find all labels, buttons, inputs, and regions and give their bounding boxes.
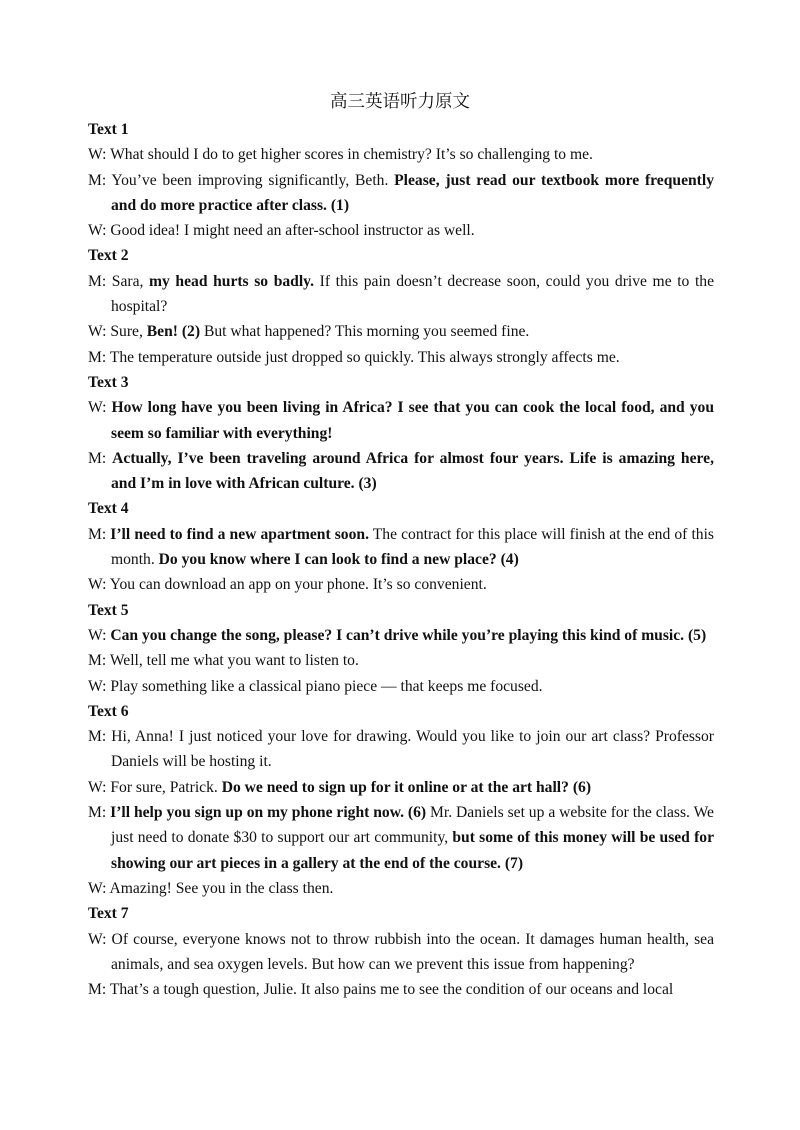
dialogue-line: [88, 648, 714, 673]
dialogue-text: W: Good idea! I might need an after-school instructor as well.: [88, 222, 475, 240]
dialogue-text: M: Hi, Anna! I just noticed your love for drawing. Would you like to join our art class? Professor Daniels will be hosting it.: [88, 728, 714, 771]
section-heading: Text 6: [88, 702, 129, 720]
section-heading: Text 2: [88, 247, 129, 265]
dialogue-text: W: Play something like a classical piano piece — that keeps me focused.: [88, 677, 543, 695]
dialogue-text: W:: [88, 399, 112, 417]
dialogue-text: W: What should I do to get higher scores in chemistry? It’s so challenging to me.: [88, 146, 593, 164]
dialogue-text: M:: [88, 804, 111, 822]
dialogue-text: If this pain doesn’t decrease soon, could you drive me to the hospital?: [111, 272, 715, 316]
answer-highlight: but some of this money will be used for showing our art pieces in a gallery at the end of the course. (7): [111, 829, 714, 872]
dialogue-text: M: That’s a tough question, Julie. It also pains me to see the condition of our oceans and local: [88, 981, 674, 999]
answer-highlight: Actually, I’ve been traveling around Africa for almost four years. Life is amazing here, and I’m in love with African culture. (3): [111, 449, 714, 493]
dialogue-text: W: Amazing! See you in the class then.: [88, 879, 334, 897]
dialogue-text: Mr. Daniels set up a website for the class. We just need to donate $30 to support our art community,: [111, 804, 714, 847]
dialogue-line: [88, 218, 714, 243]
dialogue-text: W: Sure,: [88, 323, 147, 341]
dialogue-line: [88, 674, 714, 699]
dialogue-line: [88, 876, 714, 901]
dialogue-text: W: For sure, Patrick.: [88, 778, 222, 796]
dialogue-line: [88, 345, 714, 370]
section-heading: Text 7: [88, 905, 129, 923]
answer-highlight: my head hurts so badly.: [149, 272, 315, 290]
dialogue-text: M: Sara,: [88, 272, 150, 290]
dialogue-line: [88, 446, 714, 497]
dialogue-line: [88, 977, 714, 1002]
dialogue-text: M: You’ve been improving significantly, Beth.: [88, 171, 395, 189]
dialogue-line: [88, 522, 714, 573]
answer-highlight: Can you change the song, please? I can’t drive while you’re playing this kind of music. (5): [110, 626, 707, 644]
page-title: 高三英语听力原文: [330, 92, 470, 112]
answer-highlight: Ben! (2): [146, 323, 201, 341]
dialogue-line: [88, 623, 714, 648]
dialogue-line: [88, 395, 714, 446]
dialogue-text: The contract for this place will finish at the end of this month.: [111, 525, 714, 569]
answer-highlight: How long have you been living in Africa? I see that you can cook the local food, and you seem so familiar with everything!: [111, 399, 714, 442]
answer-highlight: Do we need to sign up for it online or at the art hall? (6): [221, 778, 592, 796]
dialogue-line: [88, 775, 714, 800]
answer-highlight: I’ll help you sign up on my phone right now. (6): [110, 804, 427, 822]
dialogue-text: M: Well, tell me what you want to listen to.: [88, 652, 359, 670]
answer-highlight: I’ll need to find a new apartment soon.: [110, 525, 369, 543]
dialogue-line: [88, 269, 714, 320]
section-heading: Text 4: [88, 500, 129, 518]
section-heading: Text 5: [88, 601, 129, 619]
dialogue-line: [88, 800, 714, 876]
answer-highlight: Please, just read our textbook more frequently and do more practice after class. (1): [111, 171, 714, 214]
answer-highlight: Do you know where I can look to find a new place? (4): [158, 551, 519, 569]
dialogue-line: [88, 927, 714, 978]
dialogue-line: [88, 319, 714, 344]
section-heading: Text 1: [88, 121, 129, 138]
transcript-body: [88, 117, 714, 1002]
dialogue-text: But what happened? This morning you seemed fine.: [200, 323, 530, 341]
dialogue-text: W: You can download an app on your phone. It’s so convenient.: [88, 576, 487, 594]
dialogue-line: [88, 168, 714, 219]
section-heading: Text 3: [88, 373, 129, 391]
dialogue-line: [88, 142, 714, 167]
dialogue-text: M: The temperature outside just dropped so quickly. This always strongly affects me.: [88, 348, 620, 366]
dialogue-text: W: Of course, everyone knows not to throw rubbish into the ocean. It damages human health, sea animals, and sea oxygen levels. But how can we prevent this issue from happening?: [88, 930, 714, 973]
dialogue-text: M:: [88, 525, 111, 543]
dialogue-text: W:: [88, 626, 111, 644]
dialogue-line: [88, 572, 714, 597]
dialogue-text: M:: [88, 449, 113, 467]
dialogue-line: [88, 724, 714, 775]
